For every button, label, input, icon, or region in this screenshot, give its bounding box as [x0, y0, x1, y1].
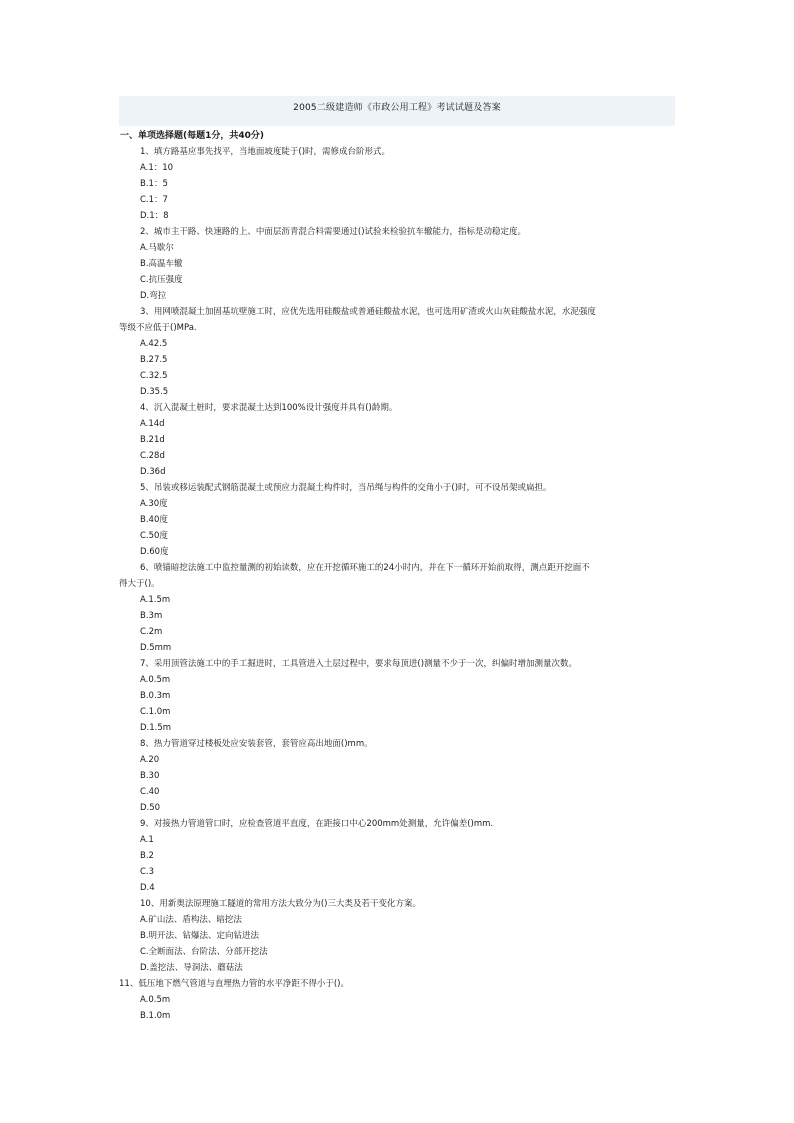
question-6-line-2: 得大于()。 — [119, 579, 160, 589]
option: D.1：8 — [140, 211, 169, 221]
option: B.明开法、钻爆法、定向钻进法 — [140, 931, 260, 941]
question-3-line-1: 3、用网喷混凝土加固基坑壁施工时，应优先选用硅酸盐或普通硅酸盐水泥，也可选用矿渣或火山灰硅酸盐水泥，水泥强度 — [140, 307, 596, 317]
option: C.28d — [140, 451, 165, 461]
option: A.马歇尔 — [140, 243, 174, 253]
document-title: 2005二级建造师《市政公用工程》考试试题及答案 — [293, 103, 501, 113]
option: B.30 — [140, 771, 160, 781]
question-6-line-1: 6、喷锚暗挖法施工中监控量测的初始读数，应在开挖循环施工的24小时内，并在下一循环开始前取得，测点距开挖面不 — [140, 563, 590, 573]
option: D.1.5m — [140, 723, 172, 733]
option: C.抗压强度 — [140, 275, 183, 285]
option: C.2m — [140, 627, 163, 637]
option: C.32.5 — [140, 371, 168, 381]
question-5: 5、吊装或移运装配式钢筋混凝土或预应力混凝土构件时，当吊绳与构件的交角小于()时，可不设吊架或扁担。 — [140, 483, 552, 493]
question-2: 2、城市主干路、快速路的上、中面层沥青混合料需要通过()试验来检验抗车辙能力，指标是动稳定度。 — [140, 227, 527, 237]
option: D.弯拉 — [140, 291, 167, 301]
option: A.0.5m — [140, 995, 171, 1005]
option: C.50度 — [140, 531, 168, 541]
question-10: 10、用新奥法原理施工隧道的常用方法大致分为()三大类及若干变化方案。 — [140, 899, 421, 909]
option: D.36d — [140, 467, 166, 477]
option: B.21d — [140, 435, 165, 445]
question-8: 8、热力管道穿过楼板处应安装套管，套管应高出地面()mm。 — [140, 739, 373, 749]
option: D.35.5 — [140, 387, 169, 397]
option: B.1.0m — [140, 1011, 171, 1021]
option: A.1 — [140, 835, 154, 845]
option: C.3 — [140, 867, 155, 877]
option: A.30度 — [140, 499, 168, 509]
option: A.0.5m — [140, 675, 171, 685]
option: C.1：7 — [140, 195, 168, 205]
option: B.3m — [140, 611, 163, 621]
option: D.盖挖法、导洞法、蘑菇法 — [140, 963, 243, 973]
question-3-line-2: 等级不应低于()MPa. — [119, 323, 197, 333]
exam-content — [119, 128, 675, 1024]
option: D.60度 — [140, 547, 169, 557]
question-11: 11、低压地下燃气管道与直埋热力管的水平净距不得小于()。 — [119, 979, 349, 989]
option: D.50 — [140, 803, 161, 813]
option: A.14d — [140, 419, 165, 429]
option: C.1.0m — [140, 707, 171, 717]
option: B.1：5 — [140, 179, 168, 189]
option: D.5mm — [140, 643, 172, 653]
option: A.1：10 — [140, 163, 174, 173]
question-1: 1、填方路基应事先找平，当地面坡度陡于()时，需修成台阶形式。 — [140, 147, 391, 157]
question-9: 9、对接热力管道管口时，应检查管道平直度，在距接口中心200mm处测量，允许偏差()mm. — [140, 819, 494, 829]
option: B.0.3m — [140, 691, 171, 701]
option: A.矿山法、盾构法、暗挖法 — [140, 915, 242, 925]
option: B.高温车辙 — [140, 259, 183, 269]
option: B.27.5 — [140, 355, 168, 365]
option: D.4 — [140, 883, 155, 893]
option: B.2 — [140, 851, 154, 861]
question-7: 7、采用顶管法施工中的手工掘进时，工具管进入土层过程中，要求每顶进()测量不少于一次，纠偏时增加测量次数。 — [140, 659, 578, 669]
option: C.40 — [140, 787, 160, 797]
section-heading: 一、单项选择题(每题1分，共40分) — [120, 131, 265, 141]
option: C.全断面法、台阶法、分部开挖法 — [140, 947, 268, 957]
option: A.20 — [140, 755, 160, 765]
question-4: 4、沉入混凝土桩时，要求混凝土达到100%设计强度并具有()龄期。 — [140, 403, 398, 413]
option: B.40度 — [140, 515, 168, 525]
option: A.42.5 — [140, 339, 168, 349]
option: A.1.5m — [140, 595, 171, 605]
